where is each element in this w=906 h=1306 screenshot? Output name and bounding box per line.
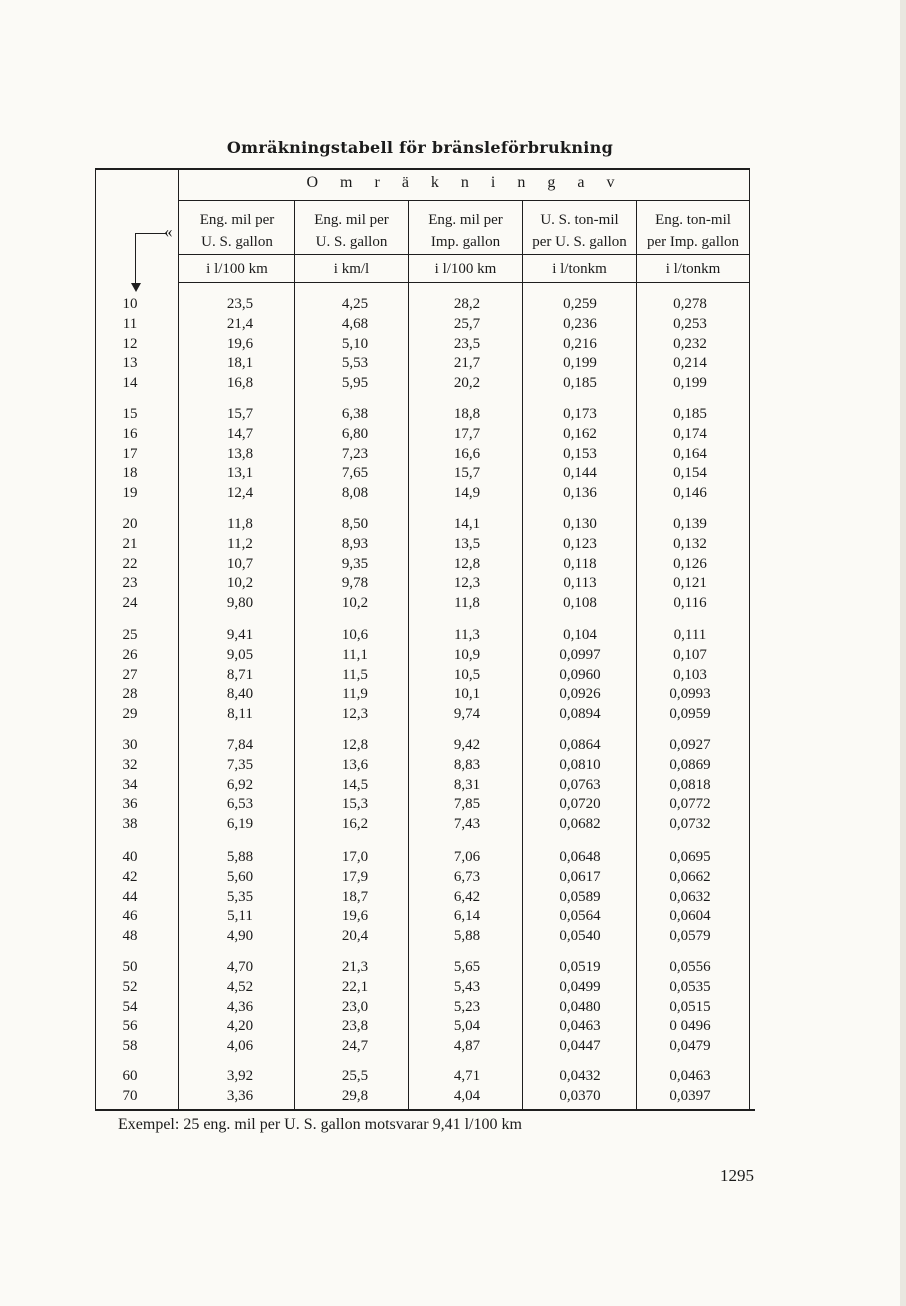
col3-value: 6,42	[453, 888, 481, 905]
col4-value: 0,173	[563, 406, 597, 422]
col2-value: 9,35	[341, 555, 369, 572]
col5-value: 0,0927	[669, 737, 711, 753]
col5-value: 0,146	[673, 485, 707, 502]
col5-value: 0,0818	[669, 776, 711, 793]
column-header-5-line2: per Imp. gallon	[646, 234, 740, 250]
row-value: 40	[122, 849, 138, 865]
col1-value: 4,90	[226, 928, 254, 945]
row-value: 30	[122, 737, 138, 753]
col2-value: 23,0	[341, 998, 369, 1015]
col1-value: 8,71	[226, 666, 254, 683]
row-value: 56	[122, 1018, 138, 1035]
row-value: 38	[122, 816, 138, 833]
col4-value: 0,0894	[559, 706, 601, 723]
column-divider-3	[522, 200, 523, 1110]
row-value: 13	[122, 355, 138, 372]
arrow-down-icon	[131, 283, 141, 292]
col4-value: 0,216	[563, 335, 597, 352]
col5-value: 0,154	[673, 465, 707, 482]
col4-value: 0,0519	[559, 959, 601, 975]
col5-value: 0,0959	[669, 706, 711, 723]
col3-value: 9,74	[453, 706, 481, 723]
col2-value: 13,6	[341, 756, 369, 773]
col3-value: 14,9	[453, 485, 481, 502]
col4-value: 0,0864	[559, 737, 601, 753]
col5-value: 0,0579	[669, 928, 711, 945]
col1-value: 11,8	[227, 516, 253, 532]
col2-value: 14,5	[341, 776, 369, 793]
col3-value: 4,87	[453, 1038, 481, 1055]
col1-value: 11,2	[227, 535, 253, 552]
col1-value: 9,05	[226, 646, 254, 663]
unit-header-2: i km/l	[333, 261, 370, 277]
col2-value: 5,10	[341, 335, 369, 352]
col4-value: 0,0997	[559, 646, 601, 663]
row-value: 44	[122, 888, 138, 905]
col1-value: 16,8	[226, 375, 254, 392]
col5-value: 0,103	[673, 666, 707, 683]
col5-value: 0,132	[673, 535, 707, 552]
col1-value: 12,4	[226, 485, 254, 502]
row-value: 22	[122, 555, 138, 572]
col5-value: 0,0515	[669, 998, 711, 1015]
col1-value: 5,60	[226, 868, 254, 885]
row-value: 48	[122, 928, 138, 945]
col4-value: 0,0480	[559, 998, 601, 1015]
col5-value: 0,253	[673, 315, 707, 332]
col4-value: 0,0926	[559, 686, 601, 703]
col5-value: 0,121	[673, 575, 707, 592]
col1-value: 10,7	[226, 555, 254, 572]
column-header-rule	[178, 254, 750, 255]
col2-value: 20,4	[341, 928, 369, 945]
col1-value: 6,92	[226, 776, 254, 793]
arrow-horizontal-line	[135, 233, 167, 234]
row-value: 15	[122, 406, 138, 422]
column-header-4-line2: per U. S. gallon	[532, 234, 627, 250]
row-value: 11	[122, 315, 138, 332]
col1-value: 4,06	[226, 1038, 254, 1055]
row-label-divider	[178, 168, 179, 1110]
col4-value: 0,153	[563, 445, 597, 462]
col4-value: 0,130	[563, 516, 597, 532]
col2-value: 4,25	[341, 296, 369, 312]
row-value: 58	[122, 1038, 138, 1055]
table-left-rule	[95, 168, 96, 1110]
col1-value: 3,92	[226, 1068, 254, 1084]
col2-value: 8,08	[341, 485, 369, 502]
example-note: Exempel: 25 eng. mil per U. S. gallon motsvarar 9,41 l/100 km	[118, 1116, 522, 1133]
arrow-vertical-line	[135, 233, 136, 283]
column-divider-2	[408, 200, 409, 1110]
col2-value: 25,5	[341, 1068, 369, 1084]
col5-value: 0,0479	[669, 1038, 711, 1055]
row-value: 28	[122, 686, 138, 703]
col3-value: 8,31	[453, 776, 481, 793]
col3-value: 6,73	[453, 868, 481, 885]
column-header-3	[409, 209, 522, 253]
col3-value: 16,6	[453, 445, 481, 462]
column-header-5-line1: Eng. ton-mil	[655, 212, 731, 228]
col1-value: 7,84	[226, 737, 254, 753]
row-value: 20	[122, 516, 138, 532]
row-value: 29	[122, 706, 138, 723]
unit-header-rule	[178, 282, 750, 283]
unit-header-5: i l/tonkm	[665, 261, 721, 277]
row-value: 23	[122, 575, 138, 592]
column-header-2	[295, 209, 408, 253]
col2-value: 29,8	[341, 1087, 369, 1104]
col2-value: 7,23	[341, 445, 369, 462]
row-value: 21	[122, 535, 138, 552]
column-header-1	[180, 209, 294, 253]
col5-value: 0,0556	[669, 959, 711, 975]
col1-value: 13,1	[226, 465, 254, 482]
col2-value: 11,1	[342, 646, 368, 663]
col2-value: 24,7	[341, 1038, 369, 1055]
col3-value: 7,06	[453, 849, 481, 865]
col5-value: 0,0732	[669, 816, 711, 833]
col5-value: 0,0993	[669, 686, 711, 703]
col2-value: 5,95	[341, 375, 369, 392]
col4-value: 0,0960	[559, 666, 601, 683]
col1-value: 4,36	[226, 998, 254, 1015]
col1-value: 5,88	[226, 849, 254, 865]
col3-value: 21,7	[453, 355, 481, 372]
col4-value: 0,0682	[559, 816, 601, 833]
col5-value: 0,164	[673, 445, 707, 462]
row-value: 18	[122, 465, 138, 482]
col5-value: 0,0695	[669, 849, 711, 865]
col4-value: 0,123	[563, 535, 597, 552]
unit-header-4: i l/tonkm	[552, 261, 607, 277]
col1-value: 19,6	[226, 335, 254, 352]
col5-value: 0,111	[673, 627, 707, 643]
table-top-rule	[95, 168, 750, 170]
col4-value: 0,0810	[559, 756, 601, 773]
col1-value: 4,20	[226, 1018, 254, 1035]
col3-value: 7,85	[453, 796, 481, 813]
col3-value: 10,5	[453, 666, 481, 683]
col2-value: 5,53	[341, 355, 369, 372]
col1-value: 9,41	[226, 627, 254, 643]
col2-value: 9,78	[341, 575, 369, 592]
page-title: Omräkningstabell för bränsleförbrukning	[226, 138, 614, 157]
col2-value: 10,6	[341, 627, 369, 643]
row-value: 54	[122, 998, 138, 1015]
row-value: 42	[122, 868, 138, 885]
col5-value: 0,126	[673, 555, 707, 572]
row-value: 46	[122, 908, 138, 925]
col3-value: 5,88	[453, 928, 481, 945]
col4-value: 0,0370	[559, 1087, 601, 1104]
row-value: 26	[122, 646, 138, 663]
col4-value: 0,236	[563, 315, 597, 332]
col2-value: 8,93	[341, 535, 369, 552]
column-header-1-line1: Eng. mil per	[199, 212, 275, 228]
col2-value: 22,1	[341, 978, 369, 995]
col4-value: 0,108	[563, 595, 597, 612]
col3-value: 5,65	[453, 959, 481, 975]
row-value: 24	[122, 595, 138, 612]
column-header-3-line2: Imp. gallon	[430, 234, 501, 250]
column-header-4	[523, 209, 636, 253]
col3-value: 5,43	[453, 978, 481, 995]
column-divider-4	[636, 200, 637, 1110]
col2-value: 12,8	[341, 737, 369, 753]
col4-value: 0,259	[563, 296, 597, 312]
row-value: 27	[122, 666, 138, 683]
col5-value: 0,278	[673, 296, 707, 312]
col3-value: 4,71	[453, 1068, 481, 1084]
col3-value: 10,9	[453, 646, 481, 663]
col4-value: 0,0589	[559, 888, 601, 905]
row-value: 19	[122, 485, 138, 502]
col3-value: 5,04	[453, 1018, 481, 1035]
col1-value: 15,7	[226, 406, 254, 422]
col2-value: 7,65	[341, 465, 369, 482]
col3-value: 25,7	[453, 315, 481, 332]
unit-header-1: i l/100 km	[206, 261, 268, 277]
col3-value: 6,14	[453, 908, 481, 925]
page-number: 1295	[720, 1166, 754, 1185]
col5-value: 0,0397	[669, 1087, 711, 1104]
column-header-4-line1: U. S. ton-mil	[540, 212, 619, 228]
col3-value: 14,1	[453, 516, 481, 532]
col3-value: 9,42	[453, 737, 481, 753]
col4-value: 0,0763	[559, 776, 601, 793]
col2-value: 16,2	[341, 816, 369, 833]
col3-value: 15,7	[453, 465, 481, 482]
table-right-rule	[749, 168, 750, 1110]
row-value: 32	[122, 756, 138, 773]
row-value: 70	[122, 1087, 138, 1104]
col3-value: 17,7	[453, 425, 481, 442]
row-value: 60	[122, 1068, 138, 1084]
col3-value: 7,43	[453, 816, 481, 833]
col2-value: 17,0	[341, 849, 369, 865]
row-value: 25	[122, 627, 138, 643]
col1-value: 8,40	[226, 686, 254, 703]
row-value: 12	[122, 335, 138, 352]
col4-value: 0,104	[563, 627, 597, 643]
col5-value: 0,0535	[669, 978, 711, 995]
col2-value: 4,68	[341, 315, 369, 332]
row-value: 16	[122, 425, 138, 442]
col1-value: 8,11	[227, 706, 253, 723]
row-value: 17	[122, 445, 138, 462]
col2-value: 15,3	[341, 796, 369, 813]
col1-value: 6,53	[226, 796, 254, 813]
col2-value: 8,50	[341, 516, 369, 532]
row-value: 52	[122, 978, 138, 995]
double-chevron-left-icon: «	[164, 222, 173, 241]
col3-value: 13,5	[453, 535, 481, 552]
col4-value: 0,199	[563, 355, 597, 372]
col2-value: 11,9	[342, 686, 368, 703]
table-bottom-rule	[95, 1109, 755, 1111]
col2-value: 21,3	[341, 959, 369, 975]
column-header-1-line2: U. S. gallon	[201, 234, 273, 250]
col5-value: 0,232	[673, 335, 707, 352]
col4-value: 0,162	[563, 425, 597, 442]
col1-value: 6,19	[226, 816, 254, 833]
col3-value: 4,04	[453, 1087, 481, 1104]
col1-value: 4,70	[226, 959, 254, 975]
col5-value: 0,0632	[669, 888, 711, 905]
unit-header-3: i l/100 km	[434, 261, 497, 277]
col4-value: 0,0564	[559, 908, 601, 925]
col5-value: 0,116	[673, 595, 707, 612]
col5-value: 0,0772	[669, 796, 711, 813]
col1-value: 5,11	[227, 908, 253, 925]
col3-value: 28,2	[453, 296, 481, 312]
col2-value: 12,3	[341, 706, 369, 723]
column-header-2-line2: U. S. gallon	[315, 234, 388, 250]
col1-value: 18,1	[226, 355, 254, 372]
col4-value: 0,144	[563, 465, 597, 482]
group-header-rule	[178, 200, 750, 201]
col1-value: 7,35	[226, 756, 254, 773]
col3-value: 5,23	[453, 998, 481, 1015]
col4-value: 0,0648	[559, 849, 601, 865]
col4-value: 0,0463	[559, 1018, 601, 1035]
col1-value: 14,7	[226, 425, 254, 442]
col4-value: 0,0447	[559, 1038, 601, 1055]
col5-value: 0,185	[673, 406, 707, 422]
col4-value: 0,113	[563, 575, 597, 592]
row-value: 10	[122, 296, 138, 312]
col4-value: 0,118	[563, 555, 597, 572]
column-header-3-line1: Eng. mil per	[428, 212, 503, 228]
col2-value: 10,2	[341, 595, 369, 612]
col3-value: 12,8	[453, 555, 481, 572]
col4-value: 0,136	[563, 485, 597, 502]
col5-value: 0,0869	[669, 756, 711, 773]
col5-value: 0,139	[673, 516, 707, 532]
col1-value: 5,35	[226, 888, 254, 905]
group-header: O m r ä k n i n g a v	[306, 174, 624, 191]
col4-value: 0,0540	[559, 928, 601, 945]
col3-value: 20,2	[453, 375, 481, 392]
col2-value: 18,7	[341, 888, 369, 905]
col2-value: 6,80	[341, 425, 369, 442]
col5-value: 0,199	[673, 375, 707, 392]
col1-value: 10,2	[226, 575, 254, 592]
col2-value: 23,8	[341, 1018, 369, 1035]
col4-value: 0,185	[563, 375, 597, 392]
col3-value: 10,1	[453, 686, 481, 703]
row-value: 36	[122, 796, 138, 813]
col5-value: 0,107	[673, 646, 707, 663]
row-value: 50	[122, 959, 138, 975]
col1-value: 4,52	[226, 978, 254, 995]
col3-value: 11,3	[454, 627, 480, 643]
col3-value: 18,8	[453, 406, 481, 422]
col1-value: 23,5	[226, 296, 254, 312]
col1-value: 13,8	[226, 445, 254, 462]
col4-value: 0,0499	[559, 978, 601, 995]
col3-value: 12,3	[453, 575, 481, 592]
col5-value: 0,0463	[669, 1068, 711, 1084]
col3-value: 8,83	[453, 756, 481, 773]
col5-value: 0 0496	[669, 1018, 711, 1035]
col5-value: 0,0604	[669, 908, 711, 925]
column-header-5	[637, 209, 749, 253]
col2-value: 11,5	[342, 666, 368, 683]
column-divider-1	[294, 200, 295, 1110]
col5-value: 0,174	[673, 425, 707, 442]
col5-value: 0,0662	[669, 868, 711, 885]
col3-value: 23,5	[453, 335, 481, 352]
col1-value: 3,36	[226, 1087, 254, 1104]
col1-value: 21,4	[226, 315, 254, 332]
col4-value: 0,0432	[559, 1068, 601, 1084]
col2-value: 17,9	[341, 868, 369, 885]
column-header-2-line1: Eng. mil per	[314, 212, 389, 228]
col4-value: 0,0617	[559, 868, 601, 885]
col5-value: 0,214	[673, 355, 707, 372]
row-value: 34	[122, 776, 138, 793]
col4-value: 0,0720	[559, 796, 601, 813]
col2-value: 6,38	[341, 406, 369, 422]
row-value: 14	[122, 375, 138, 392]
col2-value: 19,6	[341, 908, 369, 925]
col3-value: 11,8	[454, 595, 480, 612]
col1-value: 9,80	[226, 595, 254, 612]
